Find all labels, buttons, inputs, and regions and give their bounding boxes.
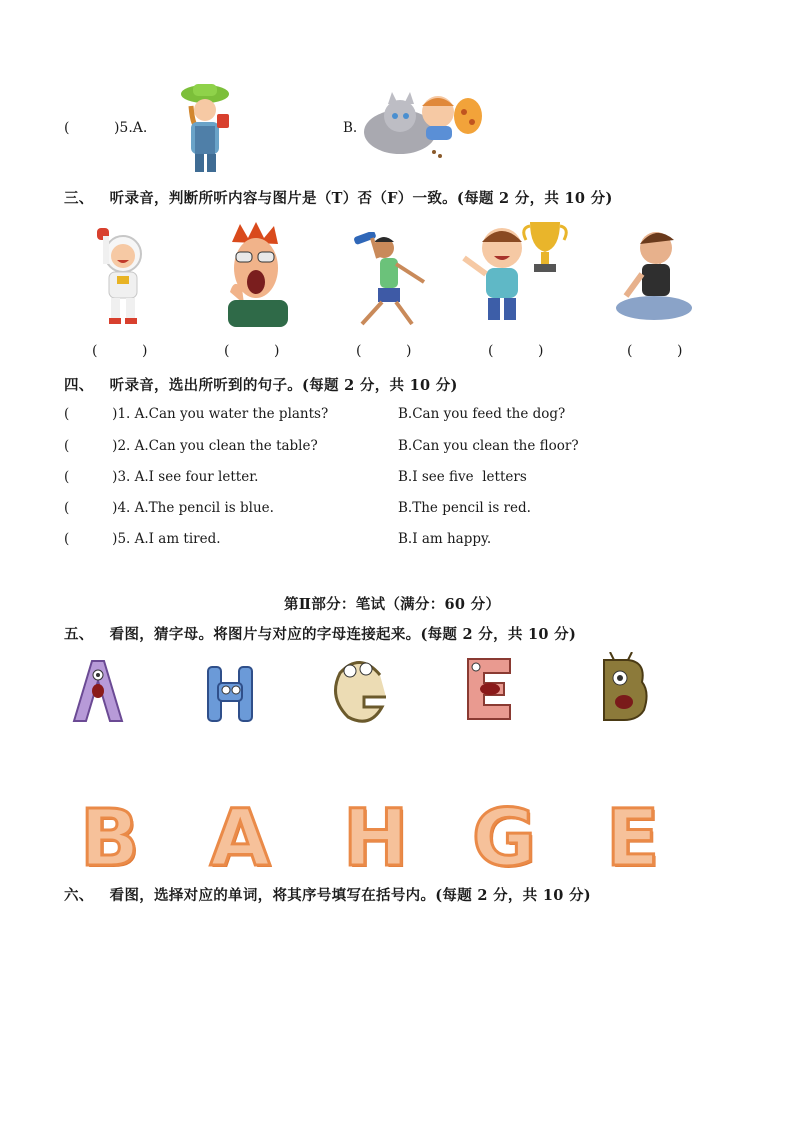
section-3-answer-5[interactable]: ( ): [627, 343, 683, 359]
section-3-answer-4[interactable]: ( ): [488, 343, 544, 359]
question-5-option-b: B.I am happy.: [398, 531, 492, 547]
monster-letter-h-illustration: [204, 663, 256, 723]
question-3-option-a: ( )3. A.I see four letter.: [64, 469, 259, 485]
section-3-answer-2[interactable]: ( ): [224, 343, 280, 359]
question-4-option-a: ( )4. A.The pencil is blue.: [64, 500, 274, 516]
cat-and-boy-illustration: [360, 92, 485, 164]
monster-letter-a-illustration: [70, 655, 126, 723]
yawning-man-illustration: [222, 222, 294, 327]
question-4-option-b: B.The pencil is red.: [398, 500, 531, 516]
section-3-answer-3[interactable]: ( ): [356, 343, 412, 359]
part-2-title: 第Ⅱ部分：笔试（满分：60 分）: [284, 596, 501, 613]
question-1-option-a: ( )1. A.Can you water the plants?: [64, 406, 329, 422]
monster-letter-e-illustration: [462, 655, 516, 723]
q5-option-b: B.: [343, 120, 358, 136]
section-6-heading: 六、 看图，选择对应的单词，将其序号填写在括号内。(每题 2 分，共 10 分): [64, 887, 591, 904]
section-4-heading: 四、 听录音，选出所听到的句子。(每题 2 分，共 10 分): [64, 377, 458, 394]
monster-letter-a-label: A: [98, 715, 99, 716]
tired-boy-illustration: [612, 222, 694, 327]
gardener-drinking-illustration: [165, 80, 245, 175]
astronaut-kid-illustration: [95, 222, 155, 327]
letter-e-tile[interactable]: E: [606, 794, 660, 884]
question-1-option-b: B.Can you feed the dog?: [398, 406, 566, 422]
boy-with-trophy-illustration: [460, 214, 572, 329]
question-3-option-b: B.I see five letters: [398, 469, 527, 485]
monster-letter-h-label: H: [230, 718, 231, 719]
question-2-option-a: ( )2. A.Can you clean the table?: [64, 438, 318, 454]
section-5-heading: 五、 看图，猜字母。将图片与对应的字母连接起来。(每题 2 分，共 10 分): [64, 626, 577, 643]
q5-label: ( )5.A.: [64, 120, 148, 136]
letter-h-tile[interactable]: H: [343, 794, 409, 884]
monster-letter-g-illustration: [330, 655, 388, 725]
letter-a-tile[interactable]: A: [210, 794, 271, 884]
section-3-heading: 三、 听录音，判断所听内容与图片是（T）否（F）一致。(每题 2 分，共 10 分): [64, 190, 613, 207]
section-3-answer-1[interactable]: ( ): [92, 343, 148, 359]
letter-g-tile[interactable]: G: [472, 794, 537, 884]
question-5-option-a: ( )5. A.I am tired.: [64, 531, 221, 547]
monster-letter-b-illustration: [598, 652, 652, 722]
question-2-option-b: B.Can you clean the floor?: [398, 438, 579, 454]
letter-b-tile[interactable]: B: [80, 794, 140, 884]
drinking-boy-illustration: [352, 232, 432, 327]
